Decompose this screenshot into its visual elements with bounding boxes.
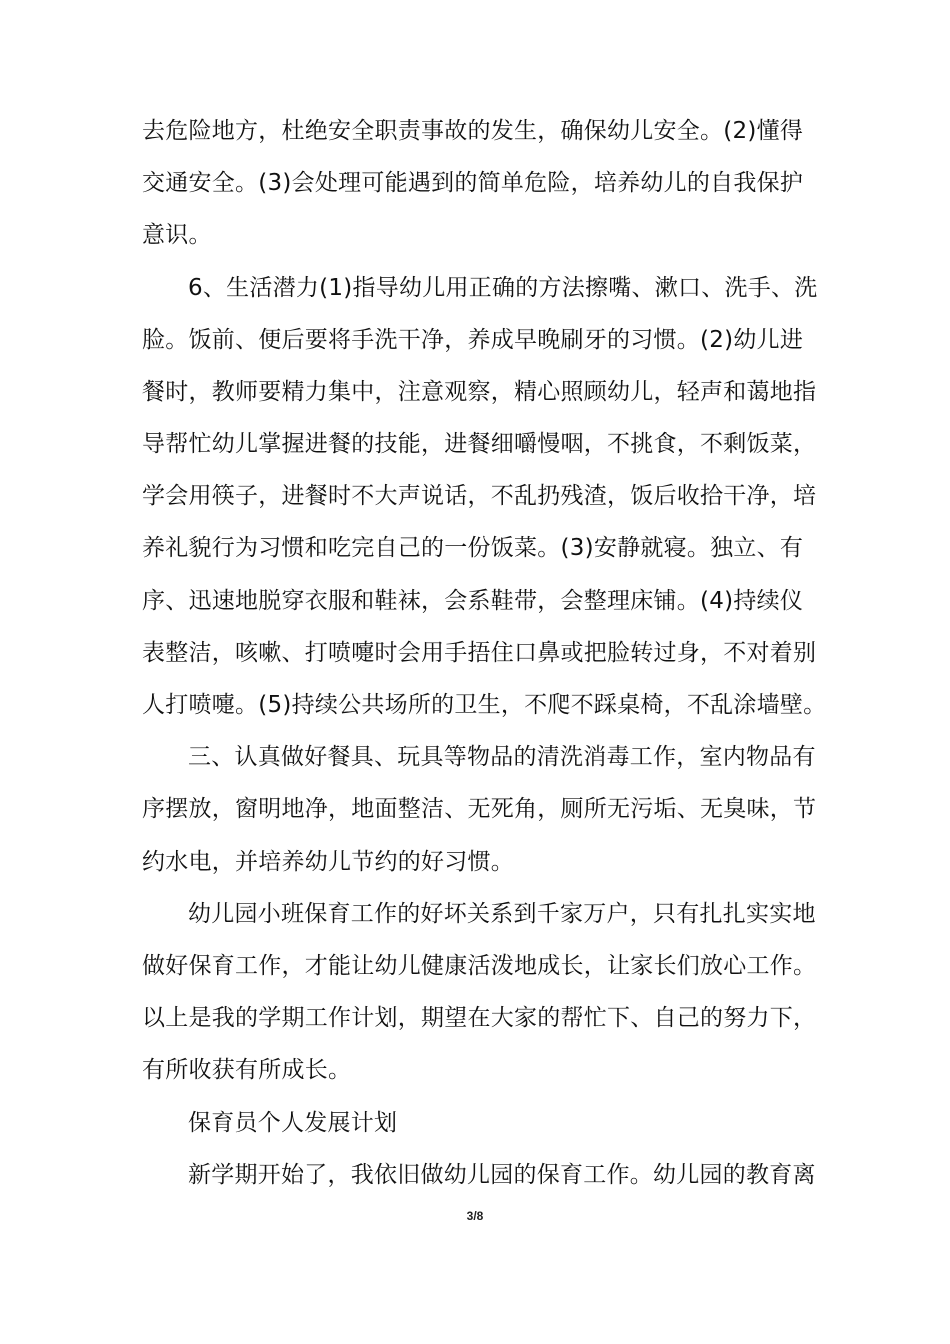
paragraph-start-line: 新学期开始了，我依旧做幼儿园的保育工作。幼儿园的教育离	[188, 1162, 816, 1188]
text-line: 做好保育工作，才能让幼儿健康活泼地成长，让家长们放心工作。	[142, 953, 817, 979]
text-line: 去危险地方，杜绝安全职责事故的发生，确保幼儿安全。(2)懂得	[142, 118, 804, 144]
text-line: 脸。饭前、便后要将手洗干净，养成早晚刷牙的习惯。(2)幼儿进	[142, 327, 804, 353]
text-line: 有所收获有所成长。	[142, 1057, 352, 1083]
paragraph-start-line: 三、认真做好餐具、玩具等物品的清洗消毒工作，室内物品有	[188, 744, 816, 770]
text-line: 交通安全。(3)会处理可能遇到的简单危险，培养幼儿的自我保护	[142, 170, 804, 196]
text-line: 导帮忙幼儿掌握进餐的技能，进餐细嚼慢咽，不挑食，不剩饭菜，	[142, 431, 817, 457]
text-line: 餐时，教师要精力集中，注意观察，精心照顾幼儿，轻声和蔼地指	[142, 379, 817, 405]
paragraph-start-line: 6、生活潜力(1)指导幼儿用正确的方法擦嘴、漱口、洗手、洗	[188, 275, 818, 301]
text-line: 表整洁，咳嗽、打喷嚏时会用手捂住口鼻或把脸转过身，不对着别	[142, 640, 817, 666]
text-line: 以上是我的学期工作计划，期望在大家的帮忙下、自己的努力下，	[142, 1005, 817, 1031]
text-line: 序、迅速地脱穿衣服和鞋袜，会系鞋带，会整理床铺。(4)持续仪	[142, 588, 804, 614]
text-line: 意识。	[142, 222, 212, 248]
text-line: 人打喷嚏。(5)持续公共场所的卫生，不爬不踩桌椅，不乱涂墙壁。	[142, 692, 827, 718]
text-line: 约水电，并培养幼儿节约的好习惯。	[142, 849, 514, 875]
text-line: 学会用筷子，进餐时不大声说话，不乱扔残渣，饭后收拾干净，培	[142, 483, 817, 509]
paragraph-start-line: 幼儿园小班保育工作的好坏关系到千家万户，只有扎扎实实地	[188, 901, 816, 927]
text-line: 序摆放，窗明地净，地面整洁、无死角，厕所无污垢、无臭味，节	[142, 796, 817, 822]
page-number: 3/8	[466, 1209, 484, 1223]
text-line: 养礼貌行为习惯和吃完自己的一份饭菜。(3)安静就寝。独立、有	[142, 535, 804, 561]
section-heading: 保育员个人发展计划	[188, 1110, 398, 1136]
